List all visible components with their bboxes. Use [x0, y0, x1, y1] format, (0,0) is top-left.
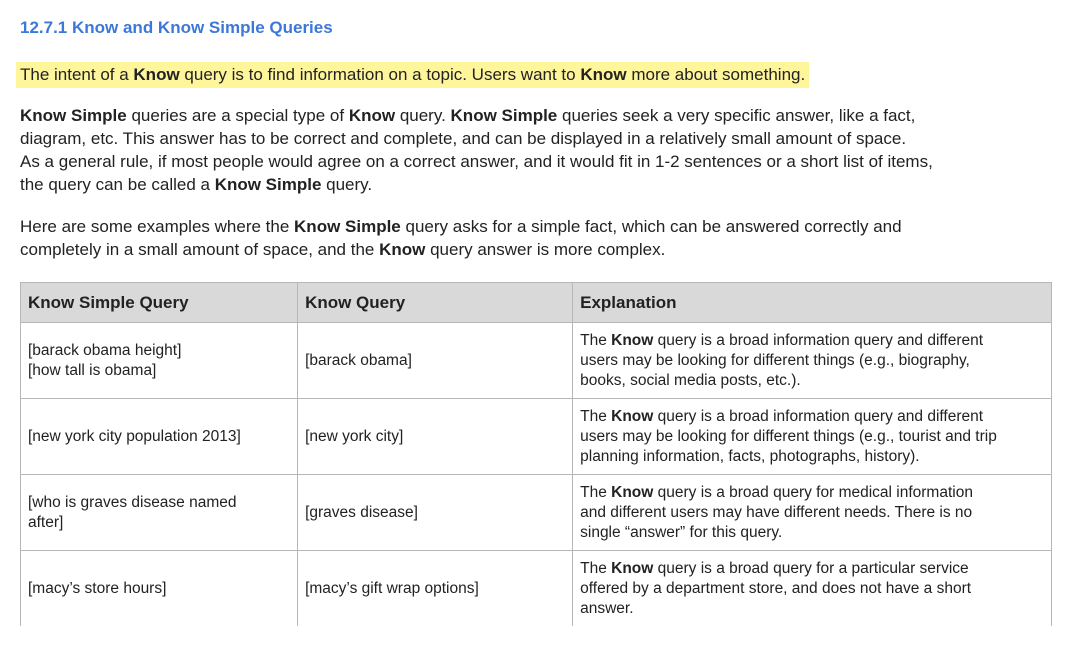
text-run: users may be looking for different things (e.g., biography,	[580, 351, 970, 369]
query-examples-table	[20, 282, 1052, 626]
bold-term: Know	[611, 483, 654, 501]
bold-term: Know	[348, 106, 396, 125]
intent-highlighted-sentence	[16, 62, 809, 88]
bold-term: Know Simple	[214, 175, 322, 194]
examples-intro-paragraph	[20, 215, 1054, 261]
text-run: query is to find information on a topic. Users want to	[179, 65, 581, 84]
text-run: query is a broad information query and different	[653, 331, 984, 349]
table-row	[21, 399, 1052, 475]
text-run: the query can be called a	[20, 175, 215, 194]
bold-term: Know Simple	[20, 106, 127, 125]
text-run: [barack obama]	[305, 351, 412, 369]
table-row	[21, 551, 1052, 627]
text-run: query is a broad query for a particular service	[653, 559, 969, 577]
text-run: query.	[321, 175, 373, 194]
bold-term: Know	[580, 65, 627, 84]
know-query-cell	[298, 399, 573, 475]
explanation-cell	[573, 399, 1052, 475]
text-run: more about something.	[626, 65, 806, 84]
text-run: diagram, etc. This answer has to be correct and complete, and can be displayed in a relatively small amount of space.	[20, 129, 907, 148]
bold-term: Know	[611, 407, 654, 425]
table-row	[21, 475, 1052, 551]
bold-term: Know	[379, 240, 426, 259]
text-run: query asks for a simple fact, which can be answered correctly and	[400, 217, 902, 236]
know-simple-definition-paragraph	[20, 104, 1054, 196]
text-run: query.	[395, 106, 451, 125]
text-run: completely in a small amount of space, and the	[20, 240, 380, 259]
text-run: [macy’s gift wrap options]	[305, 579, 479, 597]
text-run: users may be looking for different things (e.g., tourist and trip	[580, 427, 997, 445]
text-run: offered by a department store, and does not have a short	[580, 579, 972, 597]
bold-term: Know Simple	[294, 217, 401, 236]
text-run: answer.	[580, 599, 634, 617]
text-run: The intent of a	[20, 65, 134, 84]
know-simple-query-cell	[21, 475, 298, 551]
text-run: single “answer” for this query.	[580, 523, 783, 541]
know-simple-query-cell	[21, 399, 298, 475]
text-run: Here are some examples where the	[20, 217, 295, 236]
know-query-cell	[298, 323, 573, 399]
table-header-row	[21, 283, 1052, 323]
text-run: and different users may have different needs. There is no	[580, 503, 973, 521]
text-run: query is a broad information query and different	[653, 407, 984, 425]
table-row	[21, 323, 1052, 399]
section-heading: 12.7.1 Know and Know Simple Queries	[20, 18, 333, 37]
explanation-cell	[573, 551, 1052, 627]
text-run: [new york city population 2013]	[28, 427, 241, 445]
know-simple-query-cell	[21, 551, 298, 627]
know-query-cell	[298, 475, 573, 551]
text-run: [how tall is obama]	[28, 361, 157, 379]
text-run: queries are a special type of	[126, 106, 349, 125]
text-run: [macy’s store hours]	[28, 579, 167, 597]
text-run: The	[580, 483, 612, 501]
explanation-cell	[573, 475, 1052, 551]
text-run: query is a broad query for medical information	[653, 483, 973, 501]
text-run: books, social media posts, etc.).	[580, 371, 801, 389]
text-run: [who is graves disease named	[28, 493, 237, 511]
header-know-query: Know Query	[298, 283, 573, 323]
know-simple-query-cell	[21, 323, 298, 399]
text-run: [barack obama height]	[28, 341, 182, 359]
text-run: The	[580, 407, 612, 425]
text-run: The	[580, 331, 612, 349]
bold-term: Know Simple	[450, 106, 558, 125]
explanation-cell	[573, 323, 1052, 399]
text-run: planning information, facts, photographs, history).	[580, 447, 920, 465]
bold-term: Know	[133, 65, 180, 84]
text-run: after]	[28, 513, 64, 531]
bold-term: Know	[611, 559, 654, 577]
text-run: query answer is more complex.	[425, 240, 666, 259]
bold-term: Know	[611, 331, 654, 349]
text-run: [new york city]	[305, 427, 404, 445]
text-run: The	[580, 559, 612, 577]
text-run: [graves disease]	[305, 503, 418, 521]
header-explanation: Explanation	[573, 283, 1052, 323]
header-know-simple-query: Know Simple Query	[21, 283, 298, 323]
text-run: queries seek a very specific answer, like a fact,	[557, 106, 916, 125]
know-query-cell	[298, 551, 573, 627]
text-run: As a general rule, if most people would agree on a correct answer, and it would fit in 1-2 sentences or a short list of items,	[20, 152, 933, 171]
